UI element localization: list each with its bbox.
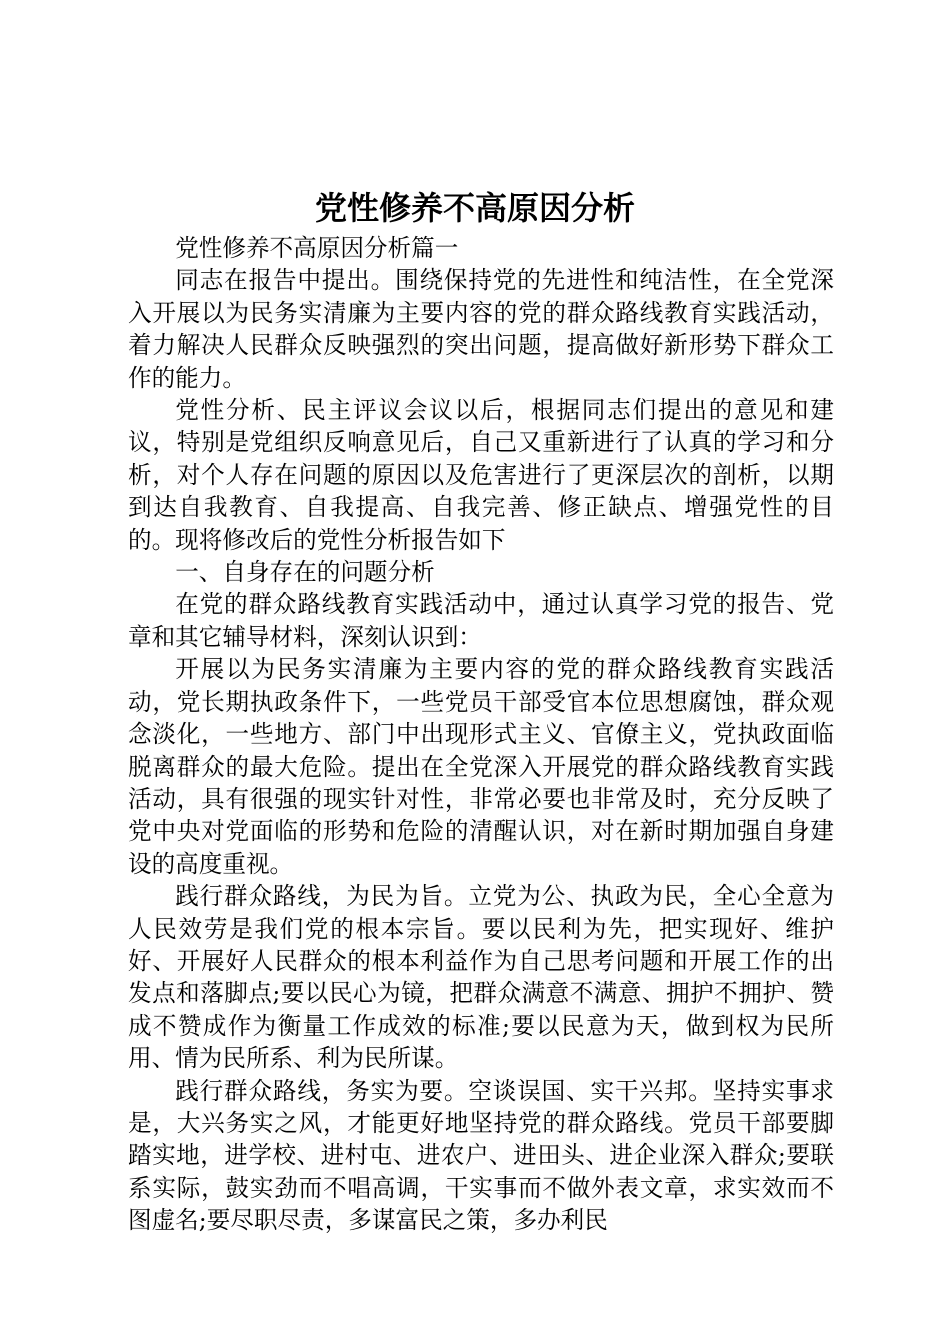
paragraph: 党性分析、民主评议会议以后，根据同志们提出的意见和建议，特别是党组织反响意见后，自己又重新进行了认真的学习和分析，对个人存在问题的原因以及危害进行了更深层次的剖析，以期到达自我教育、自我提高、自我完善、修正缺点、增强党性的目的。现将修改后的党性分析报告如下 [128, 396, 834, 554]
document-title: 党性修养不高原因分析 [314, 189, 635, 227]
paragraph: 开展以为民务实清廉为主要内容的党的群众路线教育实践活动，党长期执政条件下，一些党员干部受官本位思想腐蚀，群众观念淡化，一些地方、部门中出现形式主义、官僚主义，党执政面临脱离群众的最大危险。提出在全党深入开展党的群众路线教育实践活动，具有很强的现实针对性，非常必要也非常及时，充分反映了党中央对党面临的形势和危险的清醒认识，对在新时期加强自身建设的高度重视。 [128, 655, 834, 878]
paragraph: 在党的群众路线教育实践活动中，通过认真学习党的报告、党章和其它辅导材料，深刻认识到： [128, 590, 834, 651]
paragraph: 践行群众路线，为民为旨。立党为公、执政为民，全心全意为人民效劳是我们党的根本宗旨。要以民利为先，把实现好、维护好、开展好人民群众的根本利益作为自己思考问题和开展工作的出发点和落脚点;要以民心为镜，把群众满意不满意、拥护不拥护、赞成不赞成作为衡量工作成效的标准;要以民意为天，做到权为民所用、情为民所系、利为民所谋。 [128, 882, 834, 1073]
section-heading: 党性修养不高原因分析篇一 [175, 234, 459, 262]
subsection-heading: 一、自身存在的问题分析 [175, 558, 435, 587]
document-body [128, 232, 834, 1237]
paragraph: 同志在报告中提出。围绕保持党的先进性和纯洁性，在全党深入开展以为民务实清廉为主要内容的党的群众路线教育实践活动，着力解决人民群众反映强烈的突出问题，提高做好新形势下群众工作的能力。 [128, 266, 834, 392]
paragraph: 践行群众路线，务实为要。空谈误国、实干兴邦。坚持实事求是，大兴务实之风，才能更好地坚持党的群众路线。党员干部要脚踏实地，进学校、进村屯、进农户、进田头、进企业深入群众;要联系实际，鼓实劲而不唱高调，干实事而不做外表文章，求实效而不图虚名;要尽职尽责，多谋富民之策，多办利民 [128, 1076, 834, 1235]
